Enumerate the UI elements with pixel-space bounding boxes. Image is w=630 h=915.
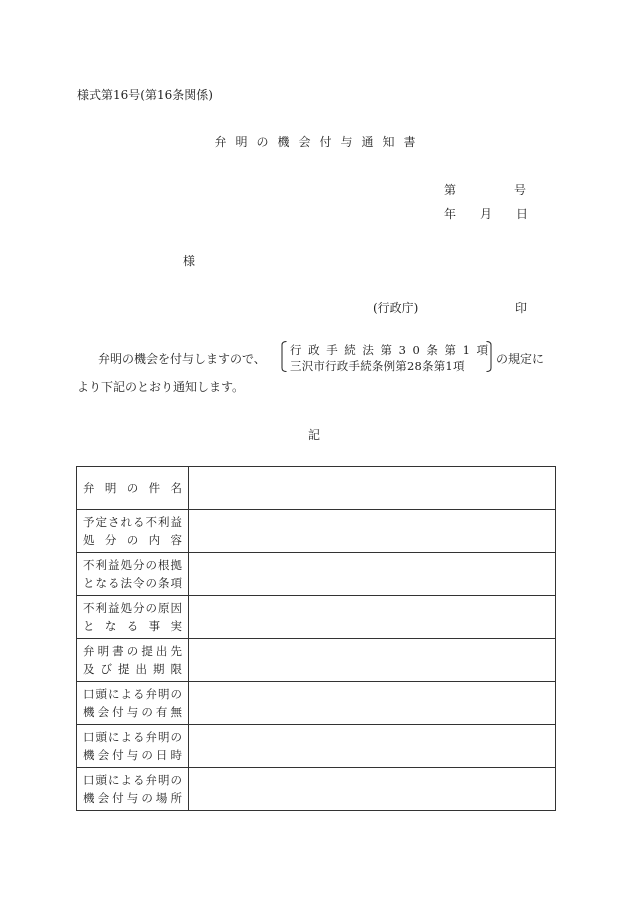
row-label-line-2: となる法令の条項 [83,576,182,590]
row-label [77,596,189,639]
row-value-cell[interactable] [189,467,556,510]
law-option-misawa-city-ordinance: 三沢市行政手続条例第28条第1項 [290,359,465,373]
document-number-prefix: 第 [444,183,457,197]
addressee-honorific: 様 [183,254,196,268]
row-label-line-1: 弁明の件名 [83,481,182,495]
row-value-cell[interactable] [189,553,556,596]
row-label-line-1: 予定される不利益 [83,515,182,529]
table-row [77,553,556,596]
row-label-line-2: 機会付与の日時 [83,748,182,762]
row-label-line-1: 不利益処分の根拠 [83,558,182,572]
table-row [77,510,556,553]
date-day-label: 日 [516,207,529,221]
row-value-cell[interactable] [189,596,556,639]
row-label-line-1: 不利益処分の原因 [83,601,182,615]
date-year-label: 年 [444,207,457,221]
table-row [77,467,556,510]
document-number-suffix: 号 [514,183,527,197]
table-row [77,725,556,768]
left-brace [281,341,287,372]
row-label-line-1: 口頭による弁明の [83,687,182,701]
table-row [77,639,556,682]
seal-mark: 印 [515,301,528,315]
row-label [77,639,189,682]
row-label [77,467,189,510]
form-number-label: 様式第16号(第16条関係) [77,88,213,102]
row-value-cell[interactable] [189,768,556,811]
document-title: 弁明の機会付与通知書 [214,135,425,149]
notice-body-intro: 弁明の機会を付与しますので、 [98,352,266,366]
row-label-line-2: 機会付与の有無 [83,705,182,719]
table-row [77,768,556,811]
ki-heading: 記 [308,428,321,442]
right-brace [486,341,492,372]
row-label-line-1: 弁明書の提出先 [83,644,182,658]
row-value-cell[interactable] [189,725,556,768]
row-label [77,725,189,768]
notice-details-table [76,466,556,811]
date-month-label: 月 [480,207,493,221]
row-label-line-2: 機会付与の場所 [83,791,182,805]
row-label [77,510,189,553]
row-label [77,768,189,811]
table-row [77,682,556,725]
law-option-administrative-procedure-act: 行政手続法第30条第1項 [290,343,495,357]
row-label [77,682,189,725]
row-label [77,553,189,596]
row-label-line-2: 処分の内容 [83,533,182,547]
row-label-line-1: 口頭による弁明の [83,730,182,744]
row-value-cell[interactable] [189,510,556,553]
row-label-line-2: となる事実 [83,619,182,633]
row-value-cell[interactable] [189,639,556,682]
notice-body-line-2: より下記のとおり通知します。 [77,380,245,394]
row-label-line-2: 及び提出期限 [83,662,182,676]
notice-body-continuation: の規定に [496,352,545,366]
row-label-line-1: 口頭による弁明の [83,773,182,787]
table-row [77,596,556,639]
row-value-cell[interactable] [189,682,556,725]
issuing-agency-label: (行政庁) [373,301,419,315]
